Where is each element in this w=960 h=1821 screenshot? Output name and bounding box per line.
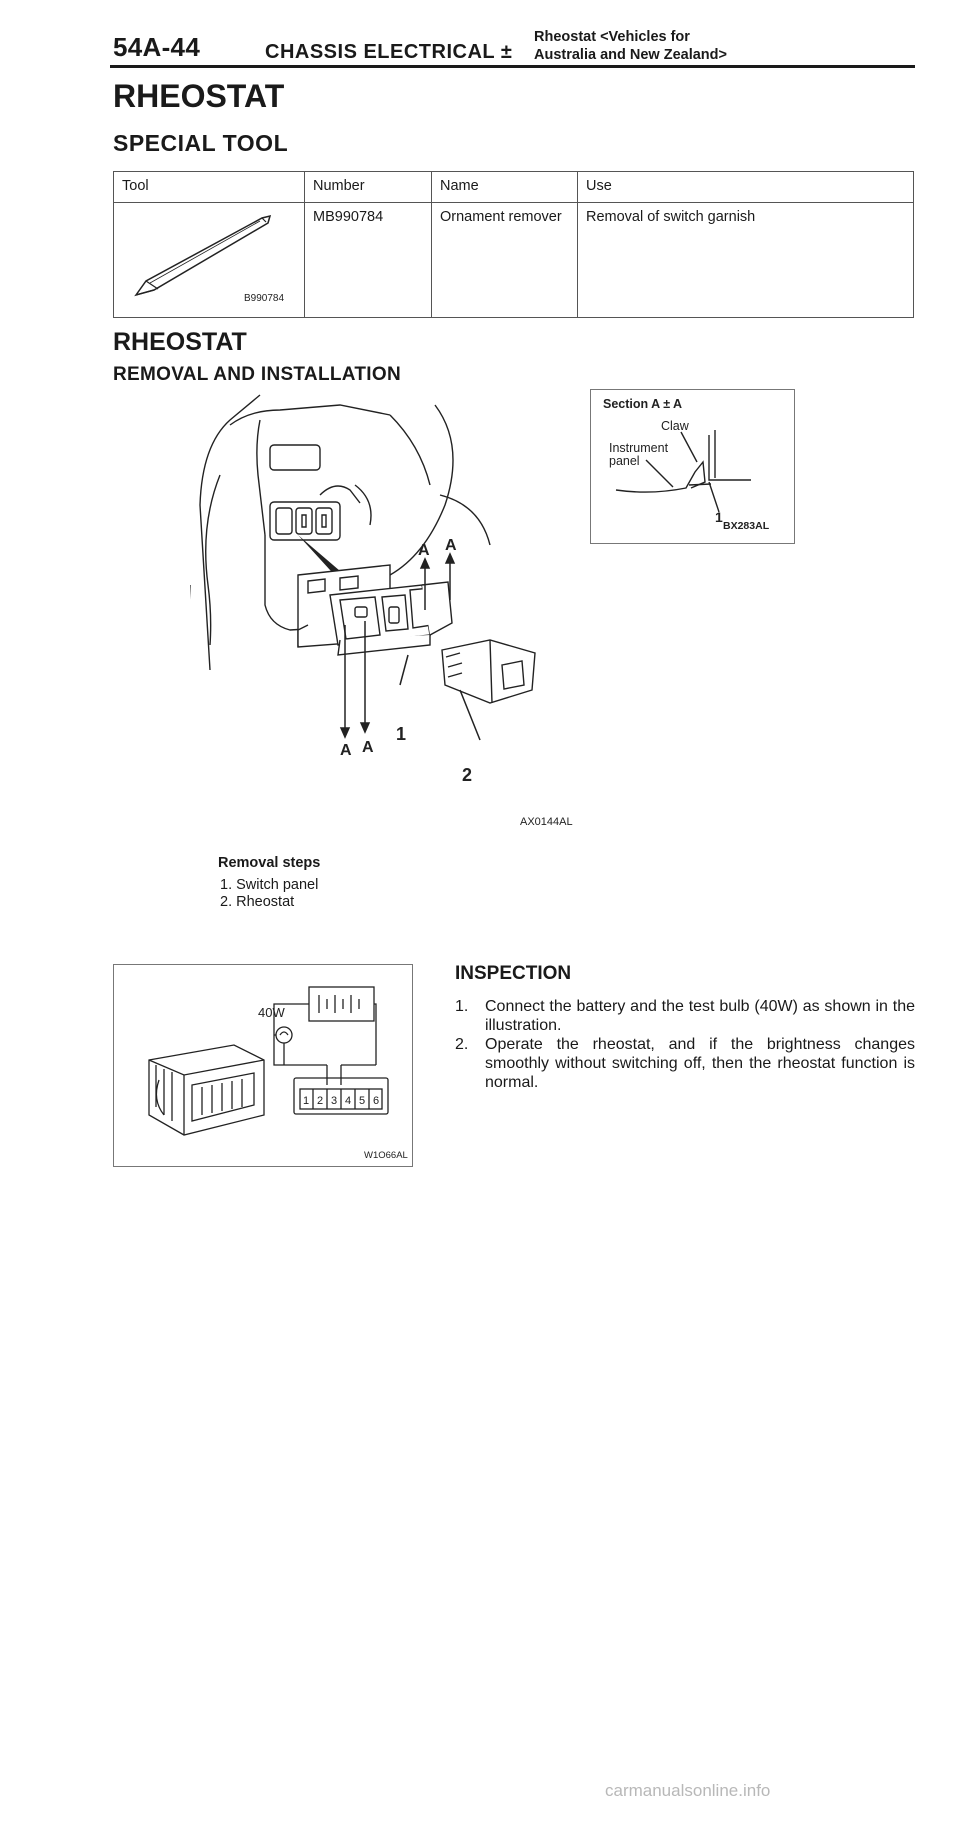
callout-part-2: 2 <box>462 765 473 785</box>
callout-a-upper-right: A <box>445 537 457 554</box>
watermark: carmanualsonline.info <box>605 1781 771 1800</box>
tool-use: Removal of switch garnish <box>578 203 914 318</box>
section-title: CHASSIS ELECTRICAL ± <box>265 41 513 63</box>
page-number: 54A-44 <box>113 32 201 62</box>
inspection-figure-code: W1O66AL <box>364 1150 408 1161</box>
rheostat-heading: RHEOSTAT <box>113 328 247 356</box>
header-divider <box>110 65 915 68</box>
removal-illustration <box>190 385 620 835</box>
callout-a-upper-left: A <box>418 542 430 559</box>
section-subtitle <box>534 28 727 64</box>
tool-name: Ornament remover <box>432 203 578 318</box>
bulb-label: 40W <box>258 1005 285 1020</box>
removal-steps-title: Removal steps <box>218 855 321 871</box>
inset-claw-label: Claw <box>661 419 689 433</box>
col-name: Name <box>432 172 578 203</box>
page-title: RHEOSTAT <box>113 78 285 114</box>
list-item <box>455 997 915 1035</box>
list-item: 1. Switch panel <box>220 877 319 893</box>
inset-panel-label-line2: panel <box>609 454 640 468</box>
list-item: 2. Rheostat <box>220 894 295 910</box>
inset-part-label: 1 <box>715 509 723 525</box>
ornament-remover-illustration <box>114 203 302 313</box>
list-item <box>455 1035 915 1092</box>
tool-image-label: B990784 <box>244 293 285 304</box>
table-row <box>114 203 914 318</box>
inset-panel-label-line1: Instrument <box>609 441 669 455</box>
table-header-row <box>114 172 914 203</box>
inspection-steps-list <box>455 997 915 1092</box>
terminal-1: 1 <box>303 1095 310 1107</box>
step-text: Operate the rheostat, and if the brightness changes smoothly without switching off, then the rheostat function is normal. <box>485 1036 915 1091</box>
tool-image-cell <box>114 203 305 318</box>
section-subtitle-line2: Australia and New Zealand> <box>534 47 727 63</box>
removal-installation-heading: REMOVAL AND INSTALLATION <box>113 364 401 385</box>
terminal-2: 2 <box>317 1095 324 1107</box>
callout-part-1: 1 <box>396 724 407 744</box>
removal-figure-code: AX0144AL <box>520 816 573 828</box>
inspection-illustration <box>114 965 412 1166</box>
inset-title: Section A ± A <box>603 397 683 411</box>
terminal-5: 5 <box>359 1095 366 1107</box>
col-use: Use <box>578 172 914 203</box>
col-tool: Tool <box>114 172 305 203</box>
step-number: 1. <box>455 998 469 1015</box>
special-tool-heading: SPECIAL TOOL <box>113 130 289 156</box>
removal-steps-list <box>220 877 318 911</box>
terminal-3: 3 <box>331 1095 338 1107</box>
step-number: 2. <box>455 1036 469 1053</box>
inset-code: BX283AL <box>723 520 770 532</box>
callout-a-lower-left: A <box>340 742 352 759</box>
terminal-6: 6 <box>373 1095 380 1107</box>
inspection-heading: INSPECTION <box>455 963 572 984</box>
section-a-a-illustration <box>591 390 794 543</box>
section-a-a-inset <box>590 389 795 544</box>
callout-a-lower-right: A <box>362 739 374 756</box>
special-tool-table <box>113 171 914 318</box>
section-subtitle-line1: Rheostat <Vehicles for <box>534 29 690 45</box>
step-text: Connect the battery and the test bulb (40W) as shown in the illustration. <box>485 998 915 1034</box>
tool-number: MB990784 <box>305 203 432 318</box>
col-number: Number <box>305 172 432 203</box>
inspection-figure <box>113 964 413 1167</box>
terminal-4: 4 <box>345 1095 352 1107</box>
